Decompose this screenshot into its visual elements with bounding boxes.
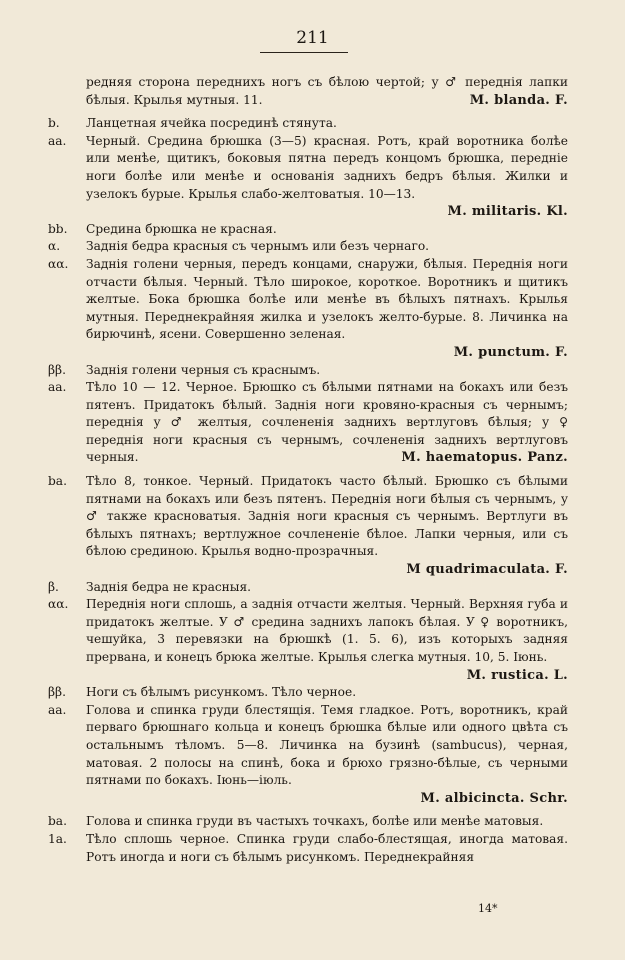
key-entry — [48, 831, 568, 866]
entry-text: Заднія бедра красныя съ чернымъ или безъ чернаго. — [86, 239, 430, 254]
species-name: M. militaris. Kl. — [447, 204, 568, 220]
entry-marker: aa. — [48, 380, 67, 395]
entry-text: Переднія ноги сплошь, а заднія отчасти желтыя. Черный. Верхняя губа и придатокъ желтые. У ♂ средина заднихъ лапокъ бѣлая. У ♀ воротникъ, чешуйка, 3 перевязки на брюшкѣ (1. 5. 6), изъ которыхъ задняя прервана, и конецъ брюка желтые. Крылья слегка мутныя. 10, 5. Іюнь. — [86, 597, 568, 664]
entry-text: Тѣло 8, тонкое. Черный. Придатокъ часто бѣлый. Брюшко съ бѣлыми пятнами на бокахъ или безъ пятенъ. Переднія ноги бѣлыя съ чернымъ, у ♂ также красноватыя. Заднія ноги красныя съ чернымъ. Вертлуги въ бѣлыхъ пятнахъ; вертлужное сочлененіе бѣлое. Лапки черныя, или съ бѣлою срединою. Крылья водно-прозрачныя. — [86, 474, 568, 559]
entry-text: Ланцетная ячейка посрединѣ стянута. — [86, 116, 337, 131]
species-name: M. rustica. L. — [466, 667, 568, 683]
entry-text: Голова и спинка груди блестящія. Темя гладкое. Ротъ, воротникъ, край перваго брюшнаго кольца и конецъ брюшка бѣлые или одного цвѣта съ остальнымъ тѣломъ. 5—8. Личинка на бузинѣ (sambucus), черная, матовая. 2 полосы на спинѣ, бока и брюхо грязно-бѣлые, съ черными пятнами по бокахъ. Іюнь—іюль. — [86, 702, 568, 788]
entry-text: Заднія голени черныя, передъ концами, снаружи, бѣлыя. Переднія ноги отчасти бѣлыя. Черный. Тѣло широкое, короткое. Воротникъ и щитикъ желтые. Бока брюшка болѣе или менѣе въ бѣлыхъ пятнахъ. Крылья мутныя. Переднекрайняя жилка и узелокъ желто-бурые. 8. Личинка на бирючинѣ, ясени. Совершенно зеленая. — [86, 256, 568, 342]
entry-marker: ββ. — [48, 362, 66, 377]
key-entry — [48, 702, 568, 808]
key-entry — [48, 579, 568, 597]
entry-marker: ββ. — [48, 685, 66, 700]
species-name: M. haematopus. Panz. — [401, 450, 568, 466]
entry-marker: αα. — [48, 256, 69, 271]
entry-text: Ноги съ бѣлымъ рисункомъ. Тѣло черное. — [86, 685, 357, 700]
key-entry — [48, 379, 568, 467]
page-number: 211 — [296, 28, 329, 48]
entry-marker: β. — [48, 579, 59, 594]
entry-marker: aa. — [48, 702, 67, 717]
species-name: M. blanda. F. — [469, 92, 568, 108]
key-entry — [48, 238, 568, 256]
entry-text: Тѣло сплошь черное. Спинка груди слабо-блестящая, иногда матовая. Ротъ иногда и ноги съ бѣлымъ рисункомъ. Переднекрайняя — [86, 831, 568, 864]
entry-marker: bа. — [48, 814, 67, 829]
entry-marker: bb. — [48, 221, 68, 236]
entry-marker: aa. — [48, 133, 67, 148]
entry-marker: αα. — [48, 597, 69, 612]
header-rule — [260, 52, 348, 53]
entry-text: редняя сторона переднихъ ногъ съ бѣлою чертой; у ♂ переднія лапки бѣлыя. Крылья мутныя. 11. — [86, 75, 568, 107]
key-entry — [48, 133, 568, 221]
key-entry — [48, 473, 568, 579]
key-entry — [48, 221, 568, 239]
continued-entry — [48, 74, 568, 109]
entry-marker: 1а. — [48, 831, 67, 846]
signature-mark: 14* — [478, 902, 498, 915]
entry-text: Средина брюшка не красная. — [86, 221, 277, 236]
entry-marker: bа. — [48, 474, 67, 489]
key-entry — [48, 362, 568, 380]
key-entry — [48, 596, 568, 684]
species-name: M. punctum. F. — [453, 344, 568, 360]
key-entry — [48, 813, 568, 831]
entry-text: Черный. Средина брюшка (3—5) красная. Ротъ, край воротника болѣе или менѣе, щитикъ, боковыя пятна передъ концомъ брюшка, передніе ноги болѣе или менѣе и основанія заднихъ бедръ бѣлыя. Жилки и узелокъ бурые. Крылья слабо-желтоватыя. 10—13. — [86, 133, 568, 201]
entry-text: Заднія бедра не красныя. — [86, 579, 252, 594]
key-entry — [48, 684, 568, 702]
species-name: M. albicincta. Schr. — [420, 790, 568, 806]
key-entry — [48, 256, 568, 362]
entry-text: Заднія голени черныя съ краснымъ. — [86, 362, 321, 377]
entry-marker: b. — [48, 116, 60, 131]
key-entry — [48, 115, 568, 133]
species-name: M quadrimaculata. F. — [406, 562, 568, 578]
page-body — [48, 74, 568, 866]
entry-text: Тѣло 10 — 12. Черное. Брюшко съ бѣлыми пятнами на бокахъ или безъ пятенъ. Придатокъ бѣлый. Заднія ноги кровяно-красныя съ чернымъ; переднія у ♂ желтыя, сочлененія заднихъ вертлуговъ бѣлыя; у ♀ переднія ноги красныя съ чернымъ, сочлененія заднихъ вертлуговъ черныя. — [86, 380, 568, 465]
entry-text: Голова и спинка груди въ частыхъ точкахъ, болѣе или менѣе матовыя. — [86, 814, 544, 829]
entry-marker: α. — [48, 239, 61, 254]
